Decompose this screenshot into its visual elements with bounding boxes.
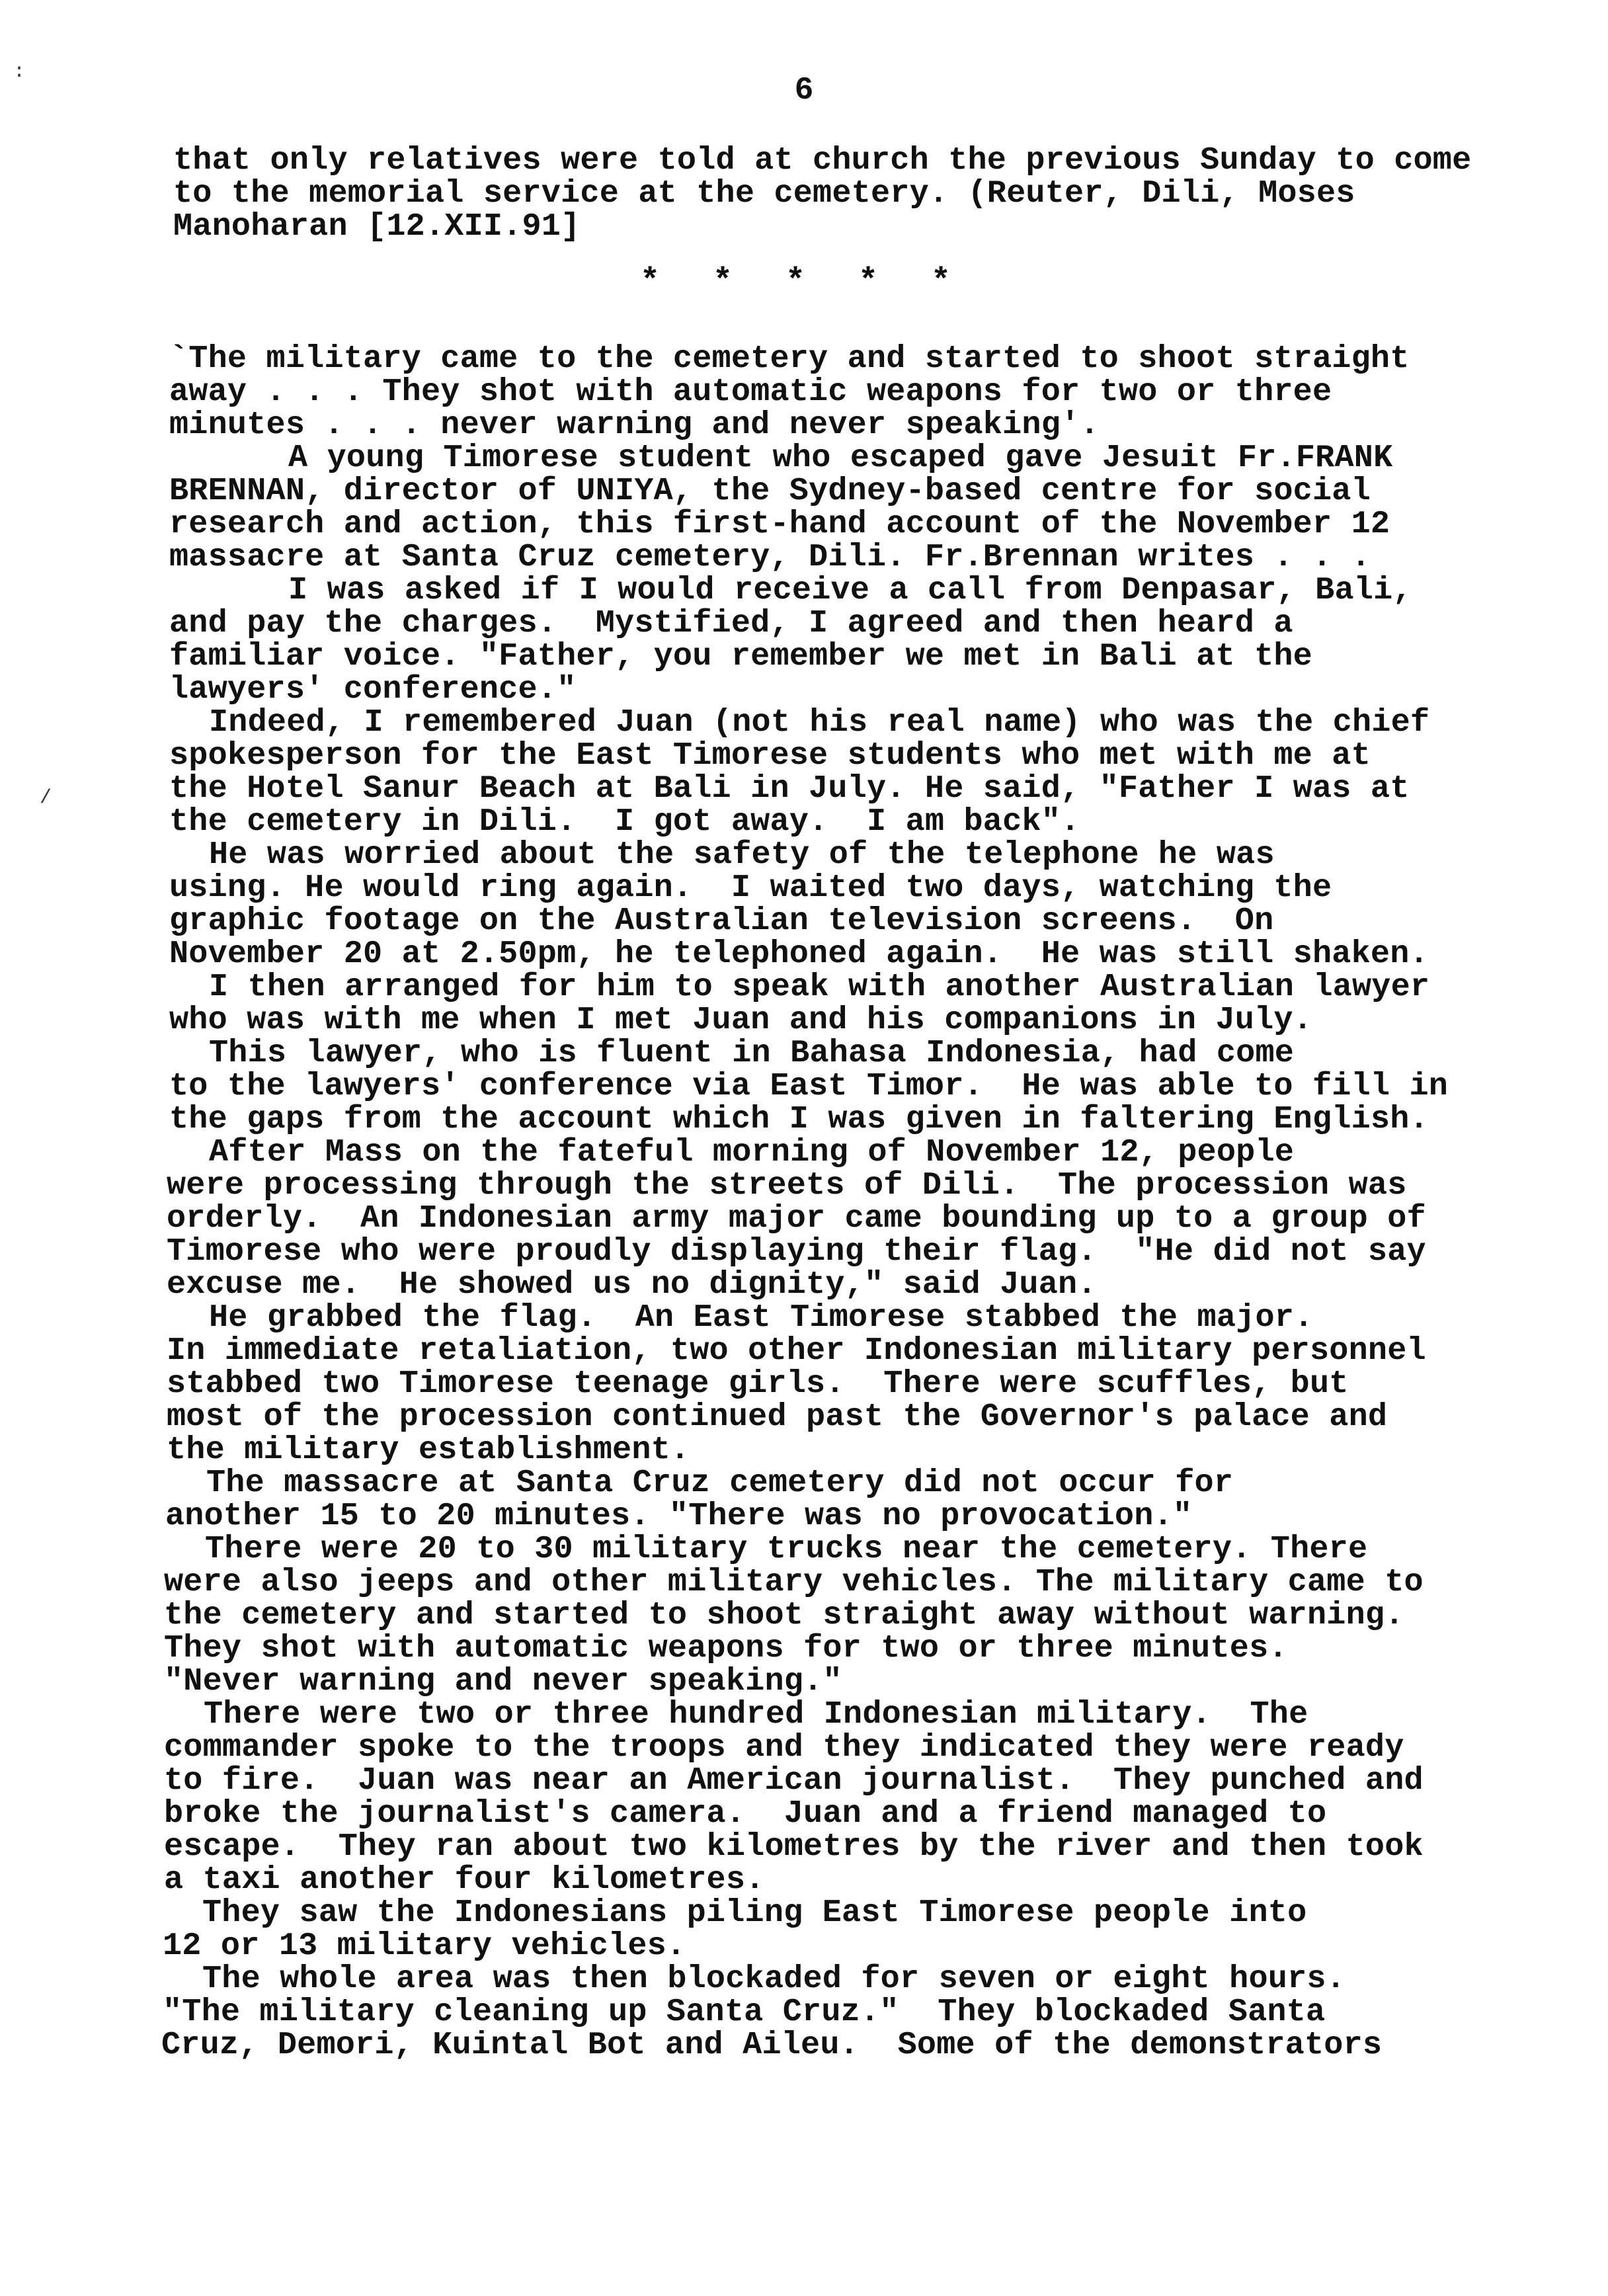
- text-line: excuse me. He showed us no dignity," said Juan.: [167, 1266, 1097, 1303]
- text-line: escape. They ran about two kilometres by the river and then took: [164, 1828, 1424, 1865]
- text-line: familiar voice. "Father, you remember we met in Bali at the: [169, 638, 1312, 675]
- text-line: the cemetery in Dili. I got away. I am back".: [169, 803, 1080, 840]
- text-line: "The military cleaning up Santa Cruz." They blockaded Santa: [163, 1994, 1326, 2030]
- text-line: There were two or three hundred Indonesian military. The: [204, 1696, 1308, 1733]
- text-line: minutes . . . never warning and never speaking'.: [169, 407, 1100, 443]
- text-line: After Mass on the fateful morning of November 12, people: [209, 1134, 1295, 1170]
- text-line: to fire. Juan was near an American journalist. They punched and: [164, 1762, 1424, 1799]
- text-line: The whole area was then blockaded for seven or eight hours.: [202, 1961, 1346, 1997]
- text-line: Manoharan [12.XII.91]: [173, 208, 581, 245]
- text-line: away . . . They shot with automatic weapons for two or three: [169, 374, 1332, 410]
- text-line: They saw the Indonesians piling East Timorese people into: [202, 1895, 1307, 1931]
- text-line: the Hotel Sanur Beach at Bali in July. He said, "Father I was at: [169, 770, 1410, 807]
- text-line: I then arranged for him to speak with another Australian lawyer: [209, 969, 1430, 1005]
- text-line: In immediate retaliation, two other Indonesian military personnel: [167, 1332, 1426, 1369]
- text-line: broke the journalist's camera. Juan and a friend managed to: [164, 1795, 1327, 1832]
- text-line: This lawyer, who is fluent in Bahasa Indonesia, had come: [209, 1035, 1295, 1071]
- text-line: graphic footage on the Australian television screens. On: [169, 903, 1274, 939]
- text-line: to the memorial service at the cemetery. (Reuter, Dili, Moses: [173, 175, 1355, 212]
- text-line: BRENNAN, director of UNIYA, the Sydney-based centre for social: [169, 473, 1371, 509]
- text-line: orderly. An Indonesian army major came bounding up to a group of: [167, 1200, 1426, 1237]
- text-line: a taxi another four kilometres.: [164, 1862, 765, 1898]
- text-line: were also jeeps and other military vehicles. The military came to: [164, 1564, 1424, 1600]
- section-divider-stars: * * * * *: [640, 263, 951, 301]
- text-line: most of the procession continued past the Governor's palace and: [167, 1399, 1388, 1435]
- text-line: "Never warning and never speaking.": [164, 1663, 842, 1700]
- page-number: 6: [794, 73, 814, 108]
- text-line: the cemetery and started to shoot straight away without warning.: [164, 1597, 1404, 1633]
- text-line: Indeed, I remembered Juan (not his real name) who was the chief: [209, 704, 1430, 741]
- text-line: They shot with automatic weapons for two or three minutes.: [164, 1630, 1288, 1666]
- text-line: The massacre at Santa Cruz cemetery did not occur for: [206, 1465, 1234, 1501]
- text-line: lawyers' conference.": [169, 671, 577, 708]
- margin-mark: :: [13, 61, 26, 83]
- text-line: A young Timorese student who escaped gave Jesuit Fr.FRANK: [288, 440, 1393, 476]
- text-line: who was with me when I met Juan and his companions in July.: [169, 1002, 1312, 1038]
- text-line: Timorese who were proudly displaying their flag. "He did not say: [167, 1233, 1426, 1270]
- text-line: that only relatives were told at church the previous Sunday to come: [173, 142, 1472, 179]
- text-line: and pay the charges. Mystified, I agreed and then heard a: [169, 605, 1293, 641]
- text-line: He was worried about the safety of the telephone he was: [209, 837, 1275, 873]
- text-line: the gaps from the account which I was given in faltering English.: [169, 1101, 1429, 1137]
- text-line: There were 20 to 30 military trucks near the cemetery. There: [205, 1531, 1368, 1567]
- text-line: commander spoke to the troops and they indicated they were ready: [164, 1729, 1404, 1766]
- text-line: another 15 to 20 minutes. "There was no provocation.": [165, 1498, 1193, 1534]
- text-line: research and action, this first-hand account of the November 12: [169, 506, 1390, 542]
- text-line: massacre at Santa Cruz cemetery, Dili. Fr.Brennan writes . . .: [169, 539, 1371, 575]
- text-line: `The military came to the cemetery and started to shoot straight: [169, 341, 1410, 377]
- text-line: stabbed two Timorese teenage girls. There were scuffles, but: [167, 1366, 1349, 1402]
- text-line: to the lawyers' conference via East Timor. He was able to fill in: [169, 1068, 1449, 1104]
- text-line: Cruz, Demori, Kuintal Bot and Aileu. Some of the demonstrators: [161, 2027, 1383, 2063]
- text-line: spokesperson for the East Timorese students who met with me at: [169, 737, 1371, 774]
- text-line: using. He would ring again. I waited two days, watching the: [169, 870, 1332, 906]
- margin-mark: /: [40, 787, 52, 809]
- text-line: 12 or 13 military vehicles.: [163, 1928, 686, 1964]
- text-line: were processing through the streets of Dili. The procession was: [167, 1167, 1407, 1204]
- text-line: the military establishment.: [167, 1432, 690, 1468]
- text-line: I was asked if I would receive a call from Denpasar, Bali,: [288, 572, 1412, 608]
- text-line: November 20 at 2.50pm, he telephoned again. He was still shaken.: [169, 936, 1429, 972]
- text-line: He grabbed the flag. An East Timorese stabbed the major.: [209, 1299, 1314, 1336]
